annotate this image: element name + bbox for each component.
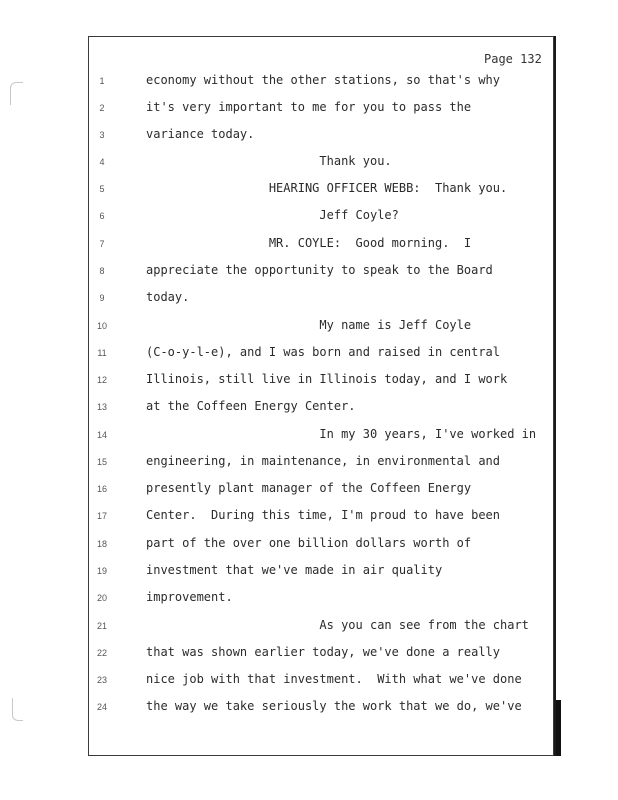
line-number: 13 (96, 402, 107, 412)
line-number: 4 (99, 157, 105, 167)
line-number: 8 (99, 266, 105, 276)
line-text: investment that we've made in air quality (146, 563, 443, 577)
line-text: MR. COYLE: Good morning. I (146, 236, 472, 250)
transcript-line (0, 208, 560, 228)
line-number: 2 (99, 103, 105, 113)
line-number: 1 (99, 76, 105, 86)
line-text: Jeff Coyle? (146, 208, 399, 222)
line-text: at the Coffeen Energy Center. (146, 399, 356, 413)
line-text: Center. During this time, I'm proud to have been (146, 508, 501, 522)
line-text: presently plant manager of the Coffeen Energy (146, 481, 472, 495)
line-number: 14 (96, 430, 107, 440)
line-number: 16 (96, 484, 107, 494)
transcript-line (0, 263, 560, 283)
transcript-line (0, 290, 560, 310)
line-number: 24 (96, 702, 107, 712)
line-text: In my 30 years, I've worked in (146, 427, 537, 441)
line-text: today. (146, 290, 190, 304)
transcript-line (0, 100, 560, 120)
line-text: (C-o-y-l-e), and I was born and raised in central (146, 345, 501, 359)
line-number: 21 (96, 621, 107, 631)
line-text: Thank you. (146, 154, 392, 168)
line-text: part of the over one billion dollars worth of (146, 536, 472, 550)
line-number: 3 (99, 130, 105, 140)
transcript-line (0, 618, 560, 638)
transcript-line (0, 699, 560, 719)
line-text: Illinois, still live in Illinois today, and I work (146, 372, 508, 386)
line-number: 18 (96, 539, 107, 549)
transcript-line (0, 454, 560, 474)
transcript-line (0, 372, 560, 392)
transcript-line (0, 508, 560, 528)
transcript-line (0, 127, 560, 147)
line-text: appreciate the opportunity to speak to the Board (146, 263, 493, 277)
line-text: it's very important to me for you to pass the (146, 100, 472, 114)
line-text: that was shown earlier today, we've done a really (146, 645, 501, 659)
line-text: nice job with that investment. With what we've done (146, 672, 522, 686)
transcript-line (0, 73, 560, 93)
transcript-line (0, 345, 560, 365)
line-text: variance today. (146, 127, 255, 141)
line-text: economy without the other stations, so that's why (146, 73, 501, 87)
transcript-line (0, 481, 560, 501)
line-number: 10 (96, 321, 107, 331)
line-number: 23 (96, 675, 107, 685)
line-number: 7 (99, 239, 105, 249)
line-number: 15 (96, 457, 107, 467)
transcript-line (0, 236, 560, 256)
transcript-line (0, 318, 560, 338)
transcript-line (0, 645, 560, 665)
line-number: 6 (99, 211, 105, 221)
line-number: 19 (96, 566, 107, 576)
line-number: 9 (99, 293, 105, 303)
line-text: As you can see from the chart (146, 618, 529, 632)
page-number: Page 132 (484, 52, 542, 66)
transcript-line (0, 399, 560, 419)
line-text: the way we take seriously the work that we do, we've (146, 699, 522, 713)
line-number: 5 (99, 184, 105, 194)
transcript-line (0, 590, 560, 610)
line-number: 22 (96, 648, 107, 658)
line-text: My name is Jeff Coyle (146, 318, 472, 332)
line-text: engineering, in maintenance, in environmental and (146, 454, 501, 468)
transcript-line (0, 181, 560, 201)
transcript-line (0, 672, 560, 692)
line-number: 11 (97, 348, 107, 358)
transcript-line (0, 536, 560, 556)
transcript-line (0, 154, 560, 174)
line-number: 17 (96, 511, 107, 521)
transcript-line (0, 563, 560, 583)
line-text: HEARING OFFICER WEBB: Thank you. (146, 181, 508, 195)
line-text: improvement. (146, 590, 233, 604)
transcript-line (0, 427, 560, 447)
line-number: 12 (96, 375, 107, 385)
line-number: 20 (96, 593, 107, 603)
